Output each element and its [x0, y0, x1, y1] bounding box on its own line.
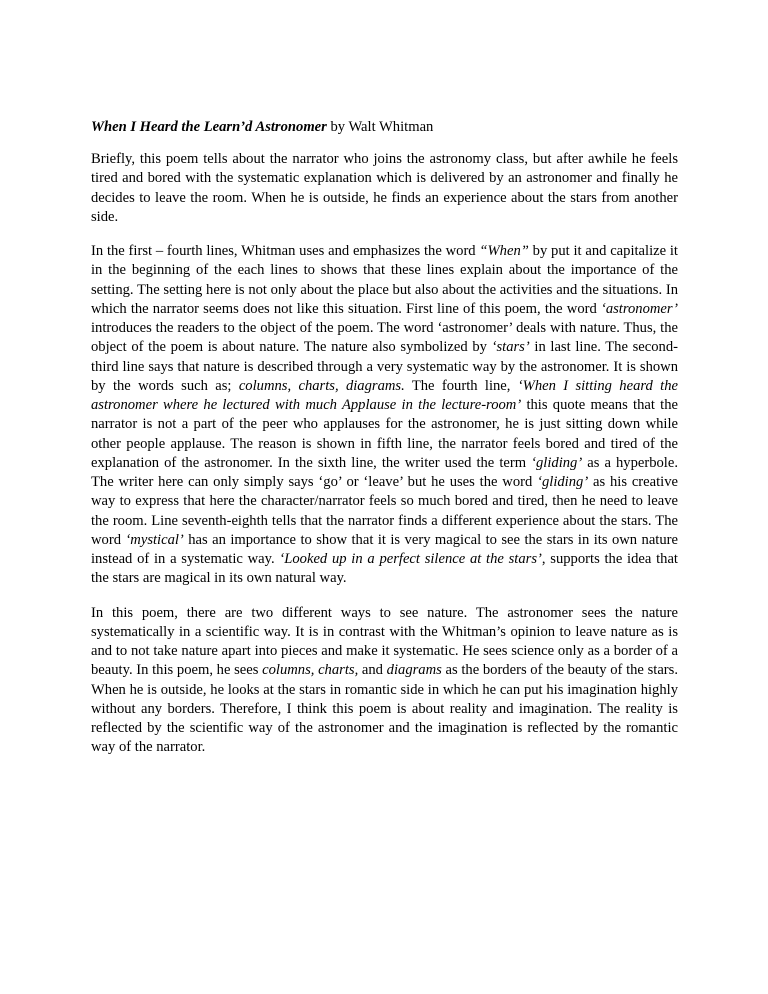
italic-quote: diagrams	[386, 662, 442, 679]
italic-quote: ‘Looked up in a perfect silence at the stars’	[279, 551, 542, 567]
paragraph-text: by put it and capitalize it in the beginning of the each lines to shows that these lines explain about the importance of the setting. The setting here is not only about the place but also about the activities and the situations. In which the narrator seems does not like this situation. First line of this poem, the word	[91, 243, 678, 317]
paragraph-text: introduces the readers to the object of the poem. The word ‘astronomer’ deals with nature. Thus, the object of the poem is about nature. The nature also symbolized by	[91, 320, 678, 356]
italic-quote: ‘When I sitting heard the astronomer where he lectured with much Applause in the lecture-room’	[91, 377, 678, 413]
paragraph-text: , supports the idea that the stars are magical in its own natural way.	[91, 551, 678, 587]
body-paragraph	[91, 604, 678, 758]
italic-quote: columns, charts, diagrams.	[238, 377, 405, 394]
paragraph-text: as a hyperbole. The writer here can only simply says ‘go’ or ‘leave’ but he uses the word	[91, 454, 678, 490]
poem-byline: by Walt Whitman	[326, 119, 434, 135]
paragraph-text: In the first – fourth lines, Whitman uses and emphasizes the word	[91, 243, 480, 259]
italic-quote: ‘gliding’	[537, 474, 589, 490]
paragraph-text: In this poem, there are two different ways to see nature. The astronomer sees the nature systematically in a scientific way. It is in contrast with the Whitman’s opinion to leave nature as is and to not take nature apart into pieces and make it systematic. He sees science only as a border of a beauty. In this poem, he sees	[91, 604, 678, 679]
body-paragraph	[91, 150, 678, 227]
document-body	[91, 150, 678, 758]
italic-quote: ‘mystical’	[125, 531, 184, 548]
italic-quote: ‘gliding’	[531, 454, 583, 471]
italic-quote: ‘astronomer’	[600, 300, 678, 317]
paragraph-text: in last line. The second-third line says that nature is described through a very systematic way by the astronomer. It is shown by the words such as;	[91, 339, 679, 394]
italic-quote: ‘stars’	[491, 339, 530, 356]
paragraph-text: Briefly, this poem tells about the narrator who joins the astronomy class, but after awhile he feels tired and bored with the systematic explanation which is delivered by an astronomer and finally he decides to leave the room. When he is outside, he finds an experience about the stars from another side.	[91, 151, 678, 225]
paragraph-text: has an importance to show that it is very magical to see the stars in its own nature instead of in a systematic way.	[91, 531, 678, 567]
paragraph-text: as the borders of the beauty of the stars. When he is outside, he looks at the stars in romantic side in which he can put his imagination highly without any borders. Therefore, I think this poem is about reality and imagination. The reality is reflected by the scientific way of the astronomer and the imagination is reflected by the romantic way of the narrator.	[91, 662, 678, 756]
body-paragraph	[91, 242, 678, 589]
italic-quote: “When”	[479, 243, 529, 259]
poem-title: When I Heard the Learn’d Astronomer	[91, 119, 327, 135]
paragraph-text: as his creative way to express that here the character/narrator feels so much bored and tired, then he need to leave the room. Line seventh-eighth tells that the narrator finds a different experience about the stars. The word	[91, 474, 678, 548]
paragraph-text: The fourth line,	[404, 377, 518, 394]
paragraph-text: and	[358, 662, 387, 679]
paragraph-text: this quote means that the narrator is not a part of the peer who applauses for the astronomer, he is just sitting down while other people applause. The reason is shown in fifth line, the narrator feels bored and tired of the explanation of the astronomer. In the sixth line, the writer used the term	[91, 397, 678, 471]
document-heading	[91, 118, 678, 137]
italic-quote: columns, charts,	[262, 662, 359, 679]
document-page	[91, 118, 678, 773]
